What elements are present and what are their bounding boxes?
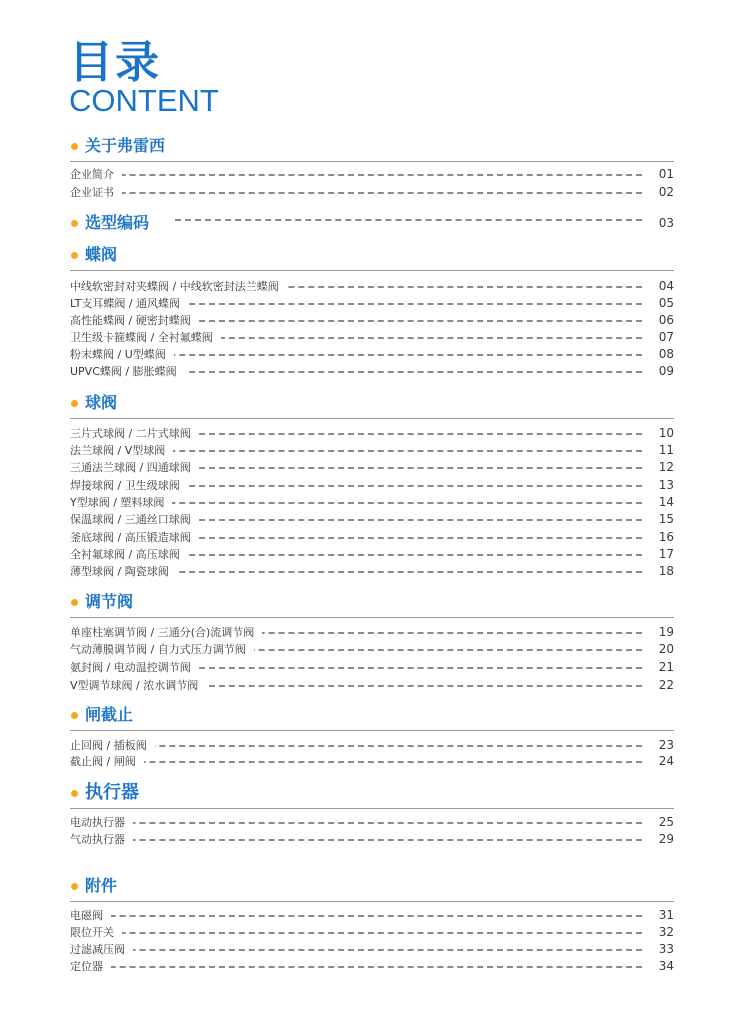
toc-entry[interactable] — [70, 941, 674, 958]
entry-page-number: 29 — [658, 832, 674, 846]
section-divider — [70, 161, 674, 162]
section-divider — [70, 617, 674, 618]
toc-section[interactable] — [70, 590, 674, 614]
entry-label: UPVC蝶阀 / 膨胀蝶阀 — [70, 363, 185, 380]
toc-entry[interactable] — [70, 425, 674, 442]
toc-entry[interactable] — [70, 907, 674, 924]
toc-entry[interactable] — [70, 563, 674, 580]
toc-entry[interactable] — [70, 477, 674, 494]
entry-page-number: 31 — [658, 908, 674, 922]
entry-page-number: 22 — [658, 678, 674, 692]
dotted-leader — [70, 932, 642, 934]
entry-page-number: 23 — [658, 738, 674, 752]
entry-label: 保温球阀 / 三通丝口球阀 — [70, 511, 199, 528]
entry-label: Y型球阀 / 塑料球阀 — [70, 494, 172, 511]
toc-entry[interactable] — [70, 442, 674, 459]
section-divider — [70, 901, 674, 902]
toc-entry[interactable] — [70, 312, 674, 329]
toc-entry[interactable] — [70, 184, 674, 201]
toc-entry[interactable] — [70, 346, 674, 363]
entry-page-number: 20 — [658, 642, 674, 656]
toc-entry[interactable] — [70, 659, 674, 676]
toc-section[interactable] — [70, 703, 674, 727]
toc-entry[interactable] — [70, 511, 674, 528]
entry-label: 卫生级卡箍蝶阀 / 全衬氟蝶阀 — [70, 329, 221, 346]
toc-entry[interactable] — [70, 677, 674, 694]
dotted-leader — [70, 761, 642, 763]
toc-entry[interactable] — [70, 831, 674, 848]
entry-page-number: 12 — [658, 460, 674, 474]
toc-section[interactable] — [70, 781, 674, 805]
entry-page-number: 11 — [658, 443, 674, 457]
dotted-leader — [70, 745, 642, 747]
toc-entry[interactable] — [70, 737, 674, 754]
entry-label: 电动执行器 — [70, 814, 133, 831]
toc-entry[interactable] — [70, 278, 674, 295]
toc-entry[interactable] — [70, 753, 674, 770]
dotted-leader — [70, 966, 642, 968]
entry-page-number: 04 — [658, 279, 674, 293]
entry-label: 止回阀 / 插板阀 — [70, 737, 155, 754]
toc-entry[interactable] — [70, 924, 674, 941]
toc-entry[interactable] — [70, 546, 674, 563]
entry-label: 氨封阀 / 电动温控调节阀 — [70, 659, 199, 676]
entry-page-number: 15 — [658, 512, 674, 526]
section-title: 调节阀 — [85, 592, 134, 611]
entry-label: 定位器 — [70, 958, 111, 975]
toc-entry[interactable] — [70, 166, 674, 183]
section-divider — [70, 808, 674, 809]
entry-label: 企业证书 — [70, 184, 122, 201]
entry-label: 釜底球阀 / 高压锻造球阀 — [70, 529, 199, 546]
bullet-dot-icon — [71, 143, 78, 150]
section-page-number: 03 — [658, 216, 674, 230]
toc-entry[interactable] — [70, 459, 674, 476]
toc-entry[interactable] — [70, 363, 674, 380]
dotted-leader — [70, 915, 642, 917]
entry-label: 三通法兰球阀 / 四通球阀 — [70, 459, 199, 476]
entry-page-number: 33 — [658, 942, 674, 956]
dotted-leader — [175, 219, 642, 221]
entry-page-number: 24 — [658, 754, 674, 768]
bullet-dot-icon — [71, 400, 78, 407]
section-divider — [70, 730, 674, 731]
toc-section[interactable] — [70, 391, 674, 415]
entry-label: 过滤减压阀 — [70, 941, 133, 958]
entry-label: V型调节球阀 / 浓水调节阀 — [70, 677, 206, 694]
entry-page-number: 02 — [658, 185, 674, 199]
entry-page-number: 07 — [658, 330, 674, 344]
bullet-dot-icon — [71, 252, 78, 259]
page-title-english: CONTENT — [69, 83, 219, 118]
dotted-leader — [70, 192, 642, 194]
toc-entry[interactable] — [70, 624, 674, 641]
entry-label: 电磁阀 — [70, 907, 111, 924]
entry-page-number: 34 — [658, 959, 674, 973]
entry-page-number: 08 — [658, 347, 674, 361]
section-title: 关于弗雷西 — [85, 136, 166, 155]
bullet-dot-icon — [71, 712, 78, 719]
entry-page-number: 09 — [658, 364, 674, 378]
toc-section[interactable] — [70, 243, 674, 267]
entry-label: 限位开关 — [70, 924, 122, 941]
entry-label: 高性能蝶阀 / 硬密封蝶阀 — [70, 312, 199, 329]
toc-entry[interactable] — [70, 641, 674, 658]
toc-section[interactable] — [70, 211, 674, 235]
entry-label: 全衬氟球阀 / 高压球阀 — [70, 546, 188, 563]
entry-page-number: 01 — [658, 167, 674, 181]
entry-label: 气动薄膜调节阀 / 自力式压力调节阀 — [70, 641, 254, 658]
toc-entry[interactable] — [70, 494, 674, 511]
entry-label: 中线软密封对夹蝶阀 / 中线软密封法兰蝶阀 — [70, 278, 287, 295]
entry-page-number: 25 — [658, 815, 674, 829]
entry-page-number: 13 — [658, 478, 674, 492]
section-title: 附件 — [85, 876, 118, 895]
entry-page-number: 18 — [658, 564, 674, 578]
entry-label: 气动执行器 — [70, 831, 133, 848]
entry-page-number: 10 — [658, 426, 674, 440]
dotted-leader — [70, 949, 642, 951]
entry-label: 三片式球阀 / 二片式球阀 — [70, 425, 199, 442]
entry-label: 薄型球阀 / 陶瓷球阀 — [70, 563, 177, 580]
dotted-leader — [70, 839, 642, 841]
section-title: 蝶阀 — [85, 245, 118, 264]
toc-section[interactable] — [70, 874, 674, 898]
toc-entry[interactable] — [70, 529, 674, 546]
entry-label: 法兰球阀 / V型球阀 — [70, 442, 173, 459]
entry-label: 粉末蝶阀 / U型蝶阀 — [70, 346, 174, 363]
section-title: 选型编码 — [85, 213, 150, 232]
entry-label: 焊接球阀 / 卫生级球阀 — [70, 477, 188, 494]
entry-page-number: 16 — [658, 530, 674, 544]
bullet-dot-icon — [71, 599, 78, 606]
section-title: 执行器 — [85, 782, 139, 803]
entry-page-number: 21 — [658, 660, 674, 674]
bullet-dot-icon — [71, 220, 78, 227]
dotted-leader — [70, 822, 642, 824]
entry-page-number: 06 — [658, 313, 674, 327]
bullet-dot-icon — [71, 883, 78, 890]
section-title: 闸截止 — [85, 705, 134, 724]
dotted-leader — [70, 174, 642, 176]
entry-page-number: 19 — [658, 625, 674, 639]
page-title-chinese: 目录 — [69, 37, 161, 88]
section-divider — [70, 418, 674, 419]
bullet-dot-icon — [71, 790, 78, 797]
section-divider — [70, 270, 674, 271]
entry-label: 截止阀 / 闸阀 — [70, 753, 144, 770]
toc-entry[interactable] — [70, 329, 674, 346]
section-title: 球阀 — [85, 393, 118, 412]
entry-label: 单座柱塞调节阀 / 三通分(合)流调节阀 — [70, 624, 262, 641]
entry-page-number: 14 — [658, 495, 674, 509]
toc-section[interactable] — [70, 134, 674, 158]
toc-entry[interactable] — [70, 958, 674, 975]
entry-page-number: 17 — [658, 547, 674, 561]
entry-label: 企业简介 — [70, 166, 122, 183]
entry-label: LT支耳蝶阀 / 通风蝶阀 — [70, 295, 188, 312]
toc-entry[interactable] — [70, 295, 674, 312]
entry-page-number: 05 — [658, 296, 674, 310]
toc-entry[interactable] — [70, 814, 674, 831]
entry-page-number: 32 — [658, 925, 674, 939]
